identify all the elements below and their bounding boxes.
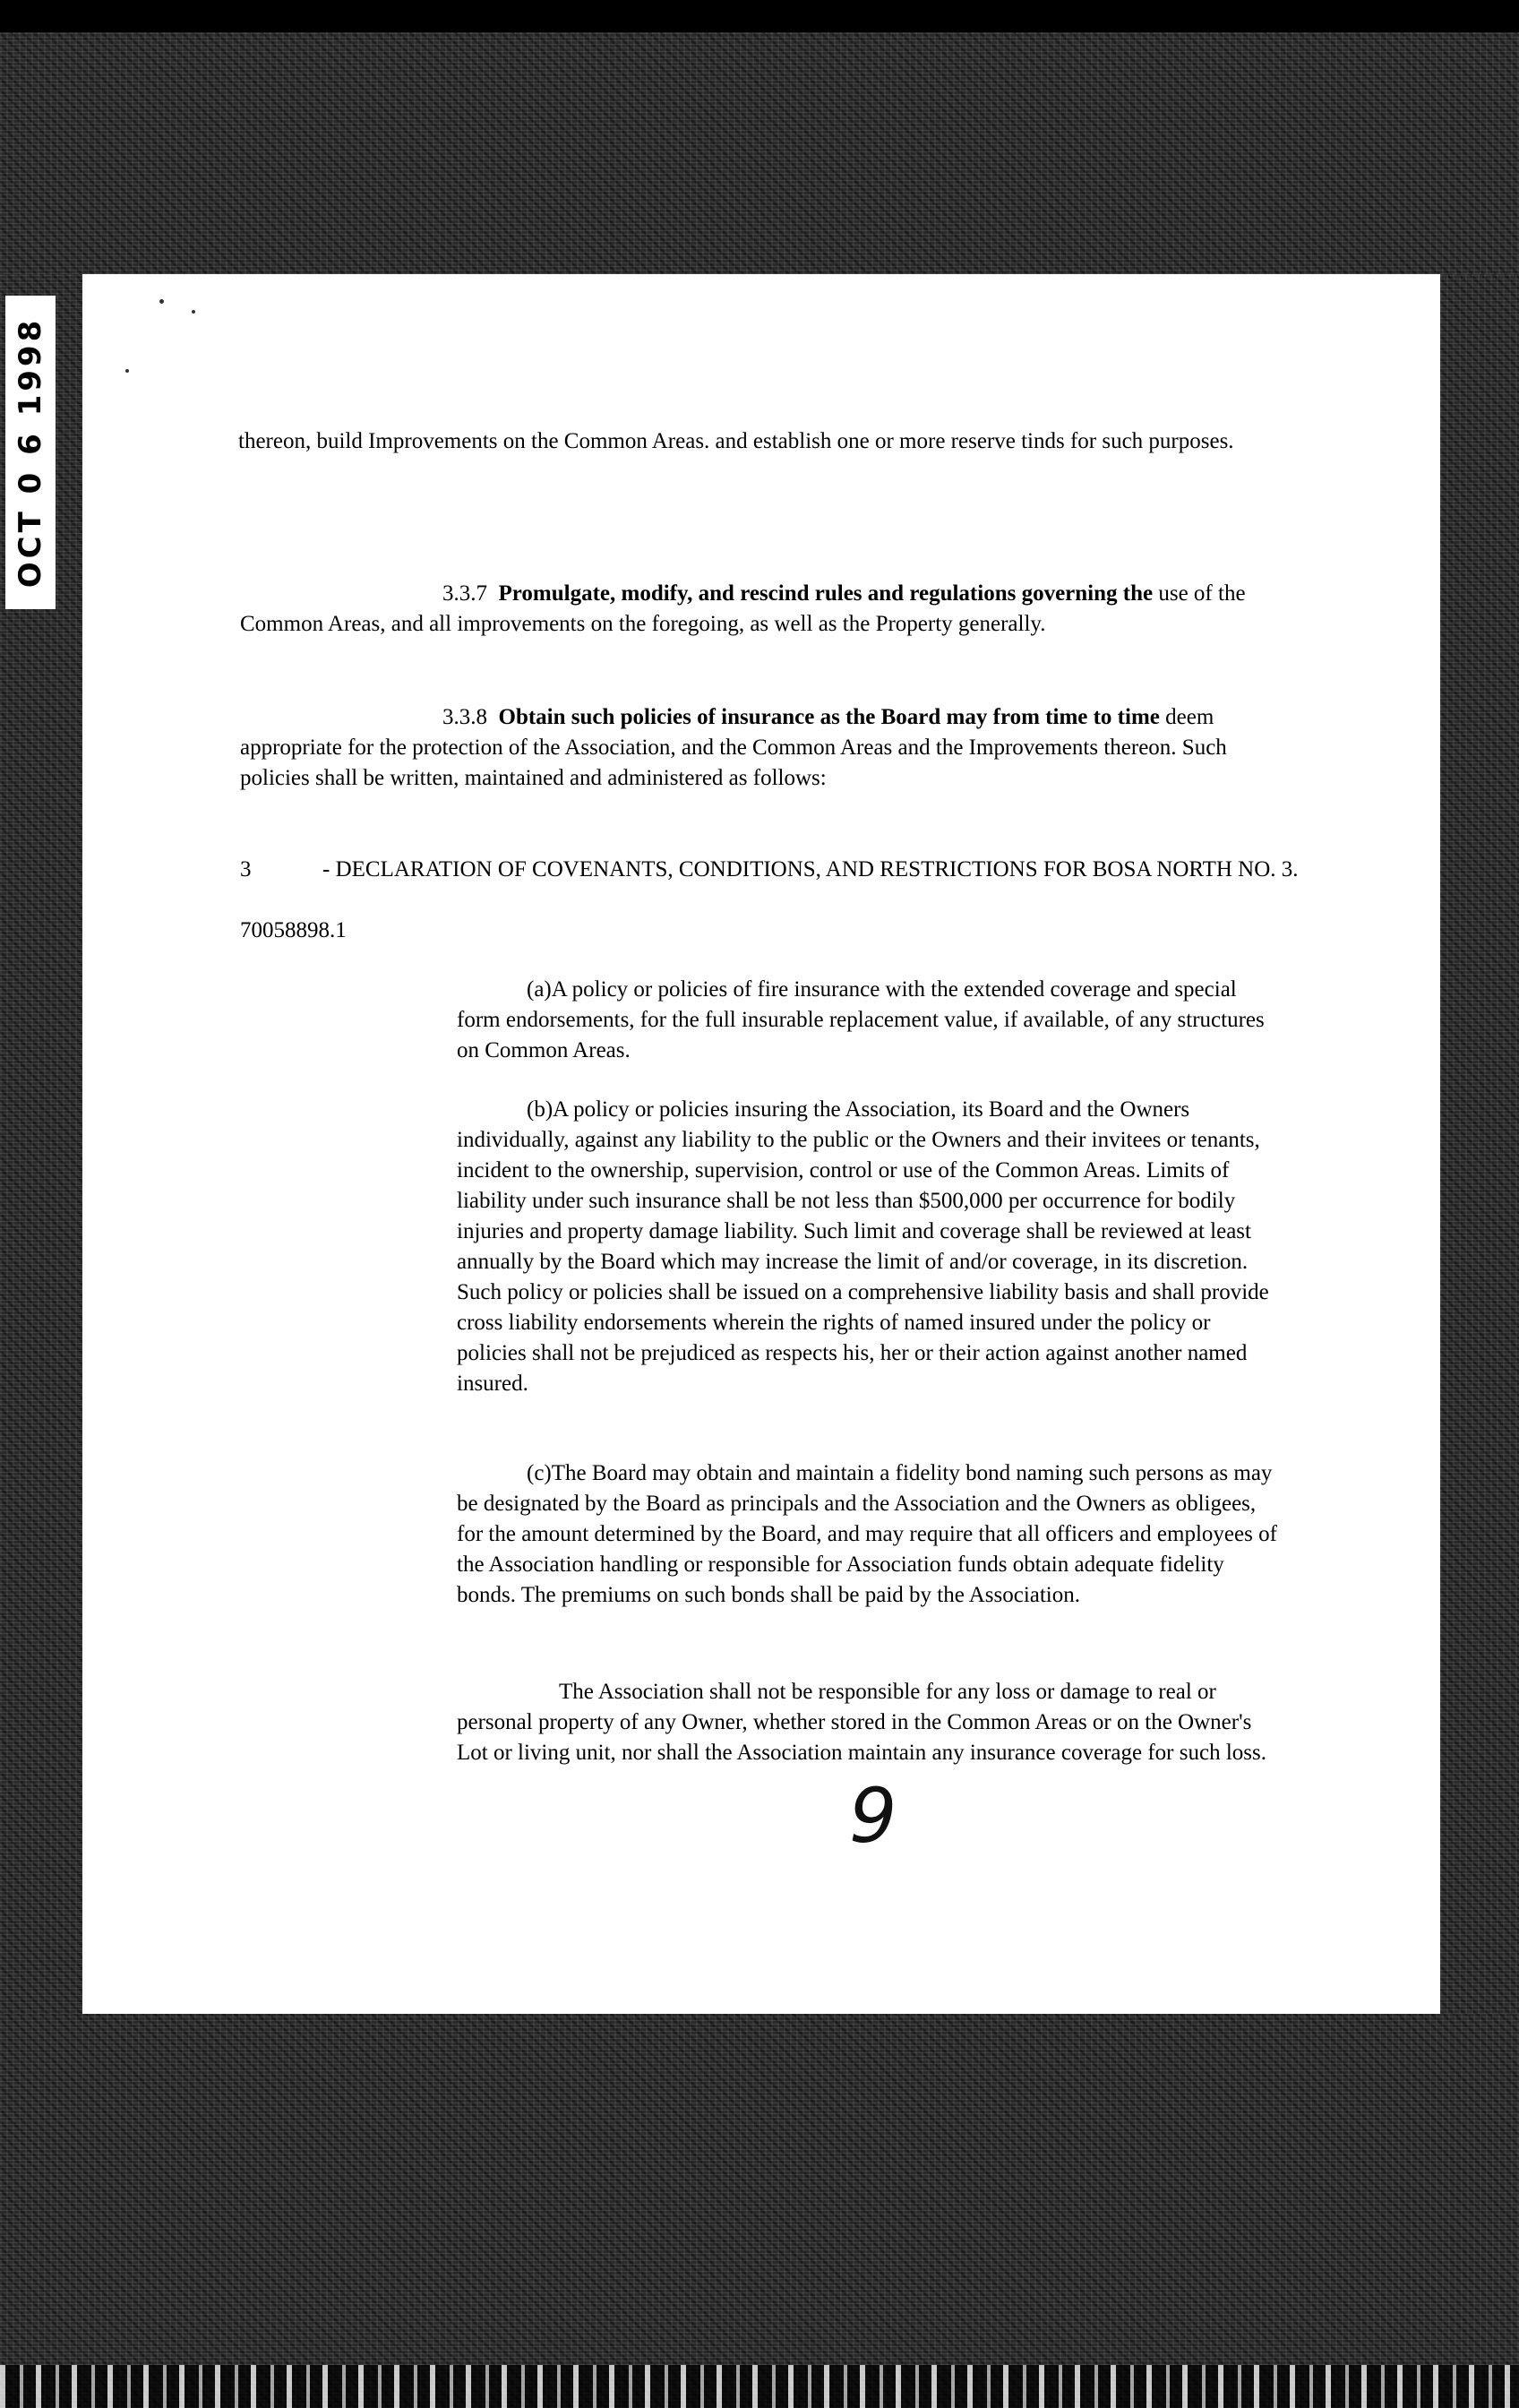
scan-speck (159, 299, 164, 304)
footer-title: - DECLARATION OF COVENANTS, CONDITIONS, AND RESTRICTIONS FOR BOSA NORTH NO. 3. (322, 857, 1299, 882)
scan-noise-bottom (0, 2014, 1519, 2408)
date-stamp-text: OCT 0 6 1998 (13, 316, 48, 589)
continuation-paragraph: thereon, build Improvements on the Common Areas. and establish one or more reserve tinds for such purposes. (238, 429, 1234, 453)
section-3-3-8-body: deem appropriate for the protection of the Association, and the Common Areas and the Improvements thereon. Such policies shall be written, maintained and administered as follows: (240, 705, 1227, 790)
scan-noise-right (1440, 274, 1519, 2014)
subsection-b (457, 1095, 1281, 1399)
closing-paragraph (457, 1677, 1281, 1768)
subsection-c-text: (c)The Board may obtain and maintain a fidelity bond naming such persons as may be designated by the Board as principals and the Association and the Owners as obligees, for the amount determined by the Board, and may require that all officers and employees of the Association handling or responsible for Association funds obtain adequate fidelity bonds. The premiums on such bonds shall be paid by the Association. (457, 1461, 1277, 1607)
section-3-3-7-body: use of the Common Areas, and all improvements on the foregoing, as well as the Property generally. (240, 581, 1246, 636)
date-stamp (5, 296, 56, 609)
scan-noise-top (0, 32, 1519, 274)
section-3-3-8 (240, 702, 1297, 794)
footer-page-number: 3 (240, 857, 252, 882)
subsection-a-text: (a)A policy or policies of fire insurance with the extended coverage and special form endorsements, for the full insurable replacement value, if available, of any structures on Common Areas. (457, 977, 1265, 1062)
footer-doc-id: 70058898.1 (240, 918, 347, 942)
section-3-3-7-heading: Promulgate, modify, and rescind rules and regulations governing the (498, 581, 1154, 606)
subsection-c (457, 1458, 1281, 1611)
handwritten-page-number: 9 (849, 1772, 897, 1860)
closing-paragraph-text: The Association shall not be responsible for any loss or damage to real or personal property of any Owner, whether stored in the Common Areas or on the Owner's Lot or living unit, nor shall the Association maintain any insurance coverage for such loss. (457, 1680, 1266, 1765)
section-3-3-7-number: 3.3.7 (442, 581, 487, 606)
subsection-a (457, 975, 1281, 1066)
section-3-3-8-number: 3.3.8 (442, 705, 487, 729)
scan-speck (192, 310, 195, 314)
scan-top-border (0, 0, 1519, 32)
subsection-b-text: (b)A policy or policies insuring the Association, its Board and the Owners individually, against any liability to the public or the Owners and their invitees or tenants, incident to the ownership, supervision, control or use of the Common Areas. Limits of liability under such insurance shall be not less than $500,000 per occurrence for bodily injuries and property damage liability. Such limit and coverage shall be reviewed at least annually by the Board which may increase the limit of and/or coverage, in its discretion. Such policy or policies shall be issued on a comprehensive liability basis and shall provide cross liability endorsements wherein the rights of named insured under the policy or policies shall not be prejudiced as respects his, her or their action against another named insured. (457, 1097, 1269, 1396)
scan-bottom-strip (0, 2365, 1519, 2408)
section-3-3-8-heading: Obtain such policies of insurance as the Board may from time to time (498, 705, 1160, 729)
scan-speck (125, 369, 129, 373)
section-3-3-7 (240, 579, 1297, 640)
